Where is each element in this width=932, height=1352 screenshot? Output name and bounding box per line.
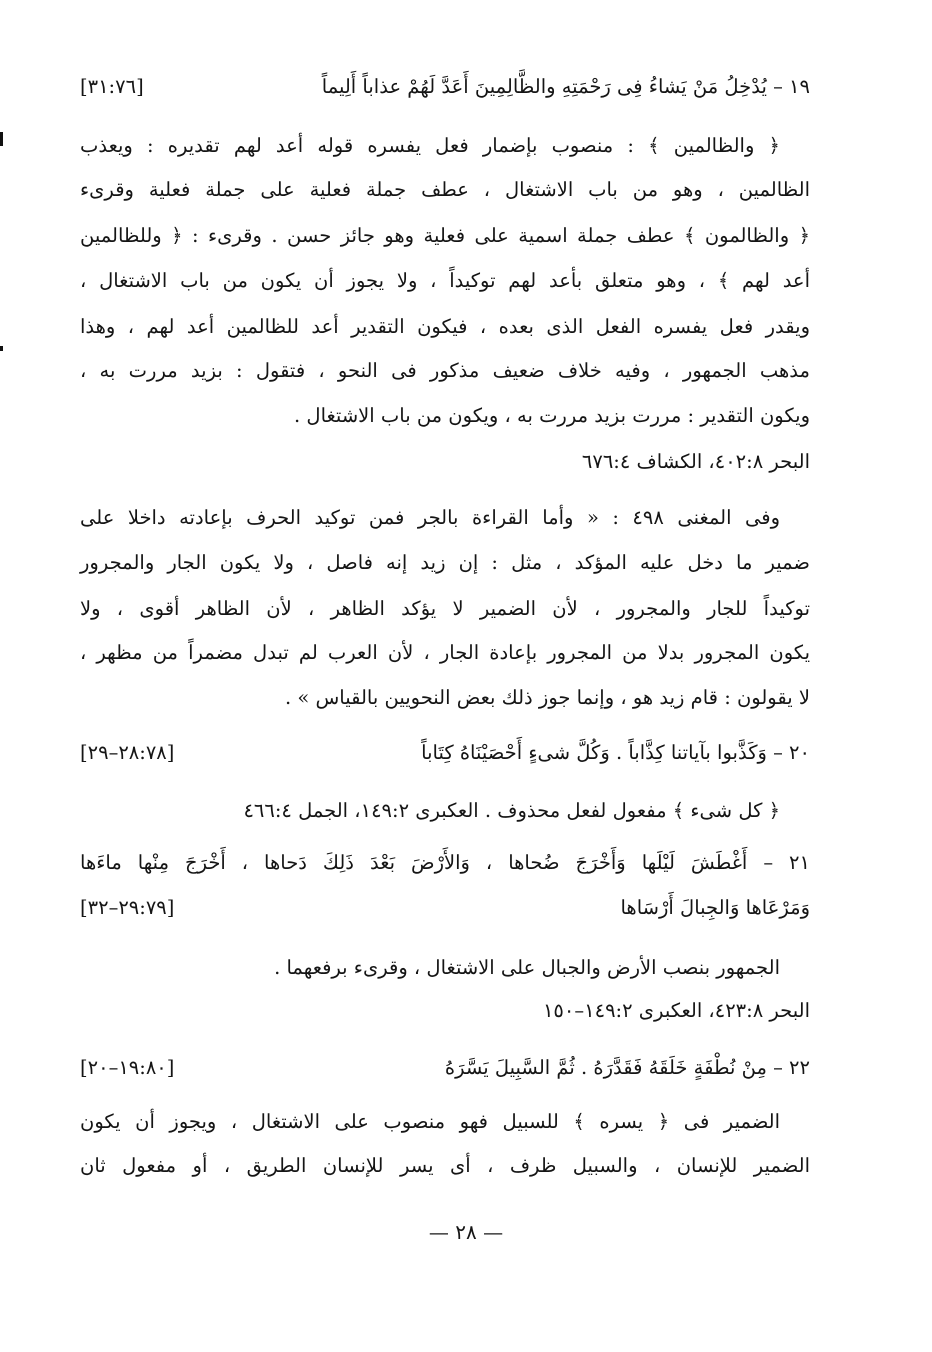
verse-reference: [٢٨:٧٨–٢٩]	[80, 741, 175, 764]
commentary-line: الضمير فى ﴿ يسره ﴾ للسبيل فهو منصوب على الاشتغال ، ويجوز أن يكون	[80, 1110, 780, 1133]
quote-line: وفى المغنى ٤٩٨ : « وأما القراءة بالجر فمن توكيد الحرف بإعادته داخلا على	[80, 506, 780, 529]
commentary-line: أعد لهم ﴾ ، وهو متعلق بأعد لهم توكيداً ، ولا يجوز أن يكون من باب الاشتغال ،	[80, 269, 810, 292]
quote-line: ضمير ما دخل عليه المؤكد ، مثل : إن زيد إنه فاصل ، ولا يكون الجار والمجرور	[80, 551, 810, 574]
verse-text: ١٩ – يُدْخِلُ مَنْ يَشاءُ فِى رَحْمَتِهِ والظَّالِمِينَ أَعَدَّ لَهُمْ عذاباً أَلِيماً	[321, 75, 810, 98]
verse-22	[80, 1053, 810, 1083]
quote-line: يكون المجرور بدلا من المجرور بإعادة الجار ، لأن العرب لم تبدل مضمراً من مظهر ،	[80, 641, 810, 664]
verse-19	[80, 72, 810, 102]
commentary-line: الظالمين ، وهو من باب الاشتغال ، عطف جملة فعلية على جملة فعلية وقرىء	[80, 178, 810, 201]
quote-line: توكيداً للجار والمجرور ، لأن الضمير لا يؤكد الظاهر ، لأن الظاهر أقوى ، ولا	[80, 597, 810, 620]
source-citation: البحر ٤٠٢:٨، الكشاف ٦٧٦:٤	[581, 450, 810, 473]
commentary-line: ﴿ والظالمون ﴾ عطف جملة اسمية على فعلية وهو جائز حسن . وقرىء : ﴿ وللظالمين	[80, 224, 810, 247]
scan-edge-mark	[0, 132, 3, 146]
verse-reference: [٣١:٧٦]	[80, 75, 144, 98]
commentary-line: مذهب الجمهور ، وفيه خلاف ضعيف مذكور فى النحو ، فتقول : بزيد مررت به ،	[80, 359, 810, 382]
verse-21-line-2	[80, 893, 810, 923]
source-citation: البحر ٤٢٣:٨، العكبرى ١٤٩:٢–١٥٠	[542, 999, 810, 1022]
commentary-line: ويقدر فعل يفسره الفعل الذى بعده ، فيكون التقدير أعد للظالمين أعد لهم ، وهذا	[80, 315, 810, 338]
verse-text: وَمَرْعَاها وَالجِبالَ أَرْسَاها	[620, 896, 810, 919]
verse-text: ٢٠ – وَكَذَّبوا بآياتنا كِذَّاباً . وَكُلَّ شىءٍ أَحْصَيْنَاهُ كِتَاباً	[421, 741, 810, 764]
verse-text: ٢٢ – مِنْ نُطْفَةٍ خَلَقَهُ فَقَدَّرَهُ . ثُمَّ السَّبِيلَ يَسَّرَهُ	[444, 1056, 810, 1079]
commentary-line: ﴿ والظالمين ﴾ : منصوب بإضمار فعل يفسره قوله أعد لهم تقديره : ويعذب	[80, 134, 780, 157]
verse-reference: [٢٩:٧٩–٣٢]	[80, 896, 175, 919]
page-number: — ٢٨ —	[428, 1220, 504, 1244]
verse-reference: [١٩:٨٠–٢٠]	[80, 1056, 175, 1079]
commentary-line: ﴿ كل شىء ﴾ مفعول لفعل محذوف . العكبرى ١٤٩:٢، الجمل ٤٦٦:٤	[243, 799, 780, 822]
verse-20	[80, 738, 810, 768]
commentary-line: الضمير للإنسان ، والسبيل ظرف ، أى يسر للإنسان الطريق ، أو مفعول ثان	[80, 1154, 810, 1177]
commentary-line: ويكون التقدير : مررت بزيد مررت به ، ويكون من باب الاشتغال .	[294, 404, 810, 427]
quote-line: لا يقولون : قام زيد هو ، وإنما جوز ذلك بعض النحويين بالقياس » .	[284, 686, 810, 709]
commentary-line: الجمهور بنصب الأرض والجبال على الاشتغال ، وقرىء برفعهما .	[274, 956, 780, 979]
scan-edge-mark	[0, 346, 3, 351]
verse-21-line-1: ٢١ – أَغْطَشَ لَيْلَها وَأَخْرَجَ ضُحاها ، وَالأَرْضَ بَعْدَ ذَلِكَ دَحاها ، أَخْرَجَ مِنْها ماءَها	[80, 851, 810, 874]
